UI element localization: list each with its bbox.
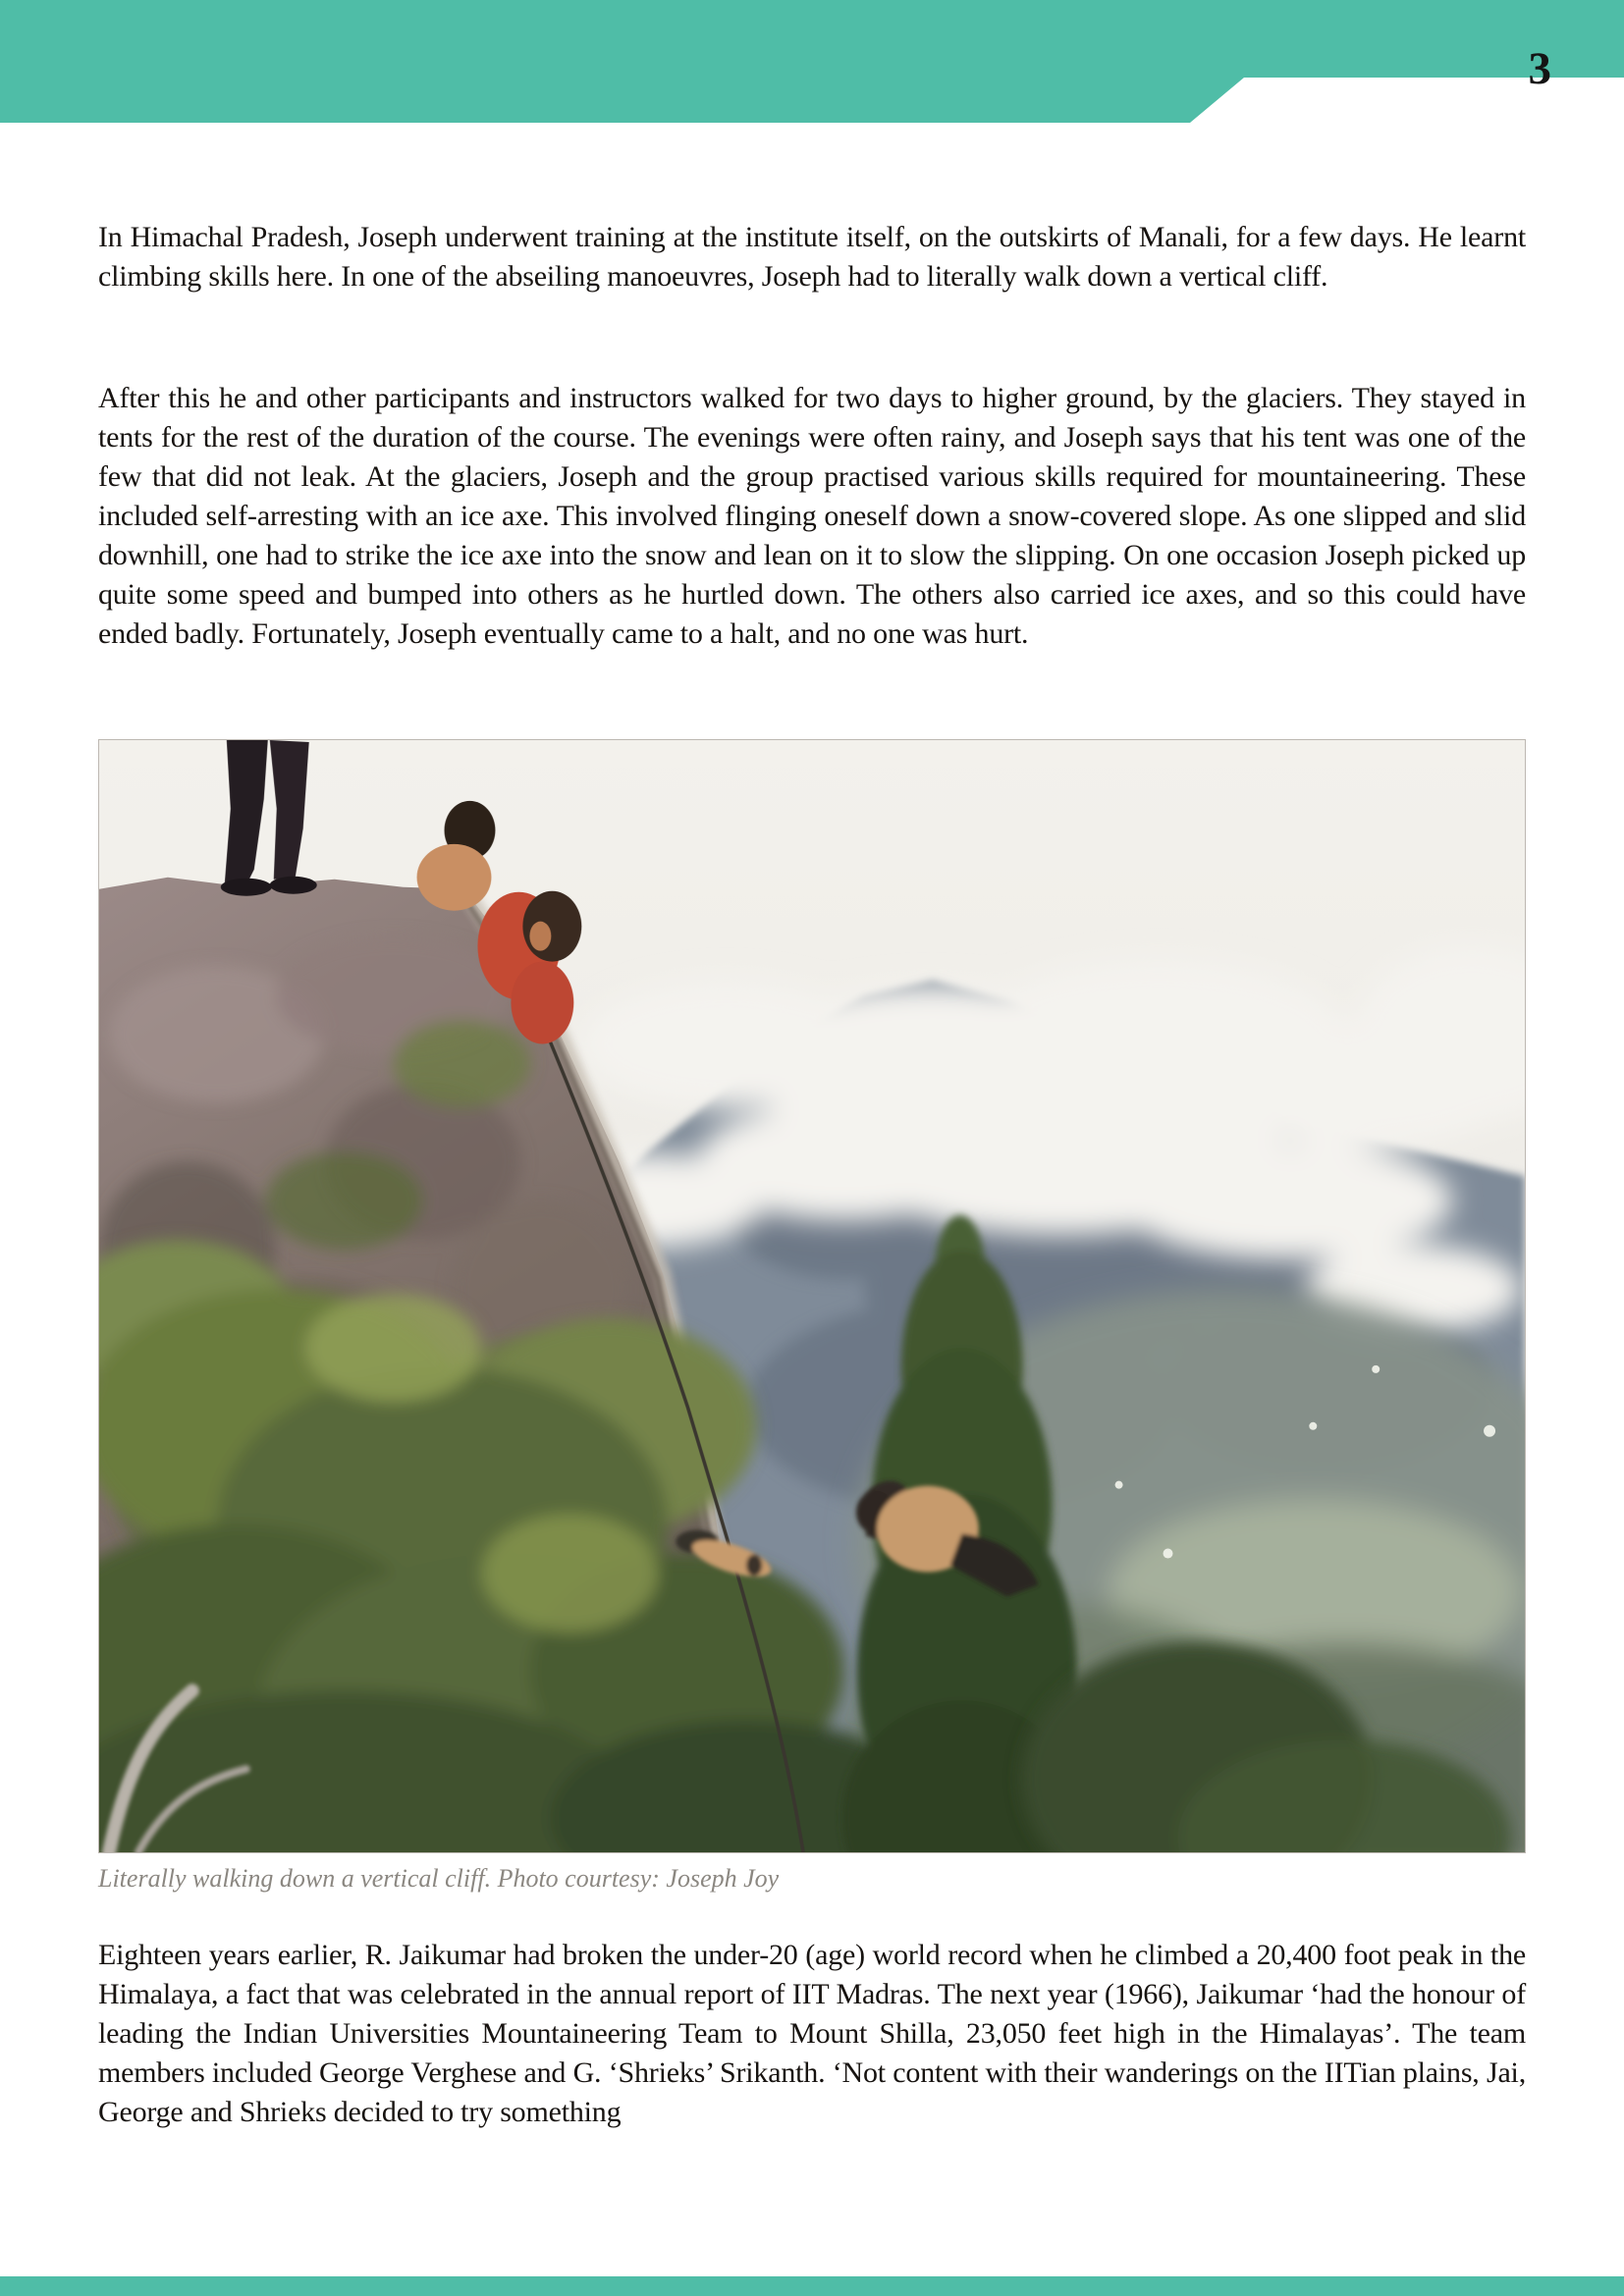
page-number: 3	[1528, 43, 1551, 94]
photo-caption: Literally walking down a vertical cliff. Photo courtesy: Joseph Joy	[98, 1864, 780, 1893]
photo-figure	[98, 739, 1526, 1853]
bottom-banner	[0, 2276, 1624, 2296]
paragraph-1: In Himachal Pradesh, Joseph underwent training at the institute itself, on the outskirts of Manali, for a few days. He learnt climbing skills here. In one of the abseiling manoeuvres, Joseph had to literally walk down a vertical cliff.	[98, 221, 1526, 293]
paragraph-3: Eighteen years earlier, R. Jaikumar had broken the under-20 (age) world record when he climbed a 20,400 foot peak in the Himalaya, a fact that was celebrated in the annual report of IIT Madras. The next year (1966), Jaikumar ‘had the honour of leading the Indian Universities Mountaineering Team to Mount Shilla, 23,050 feet high in the Himalayas’. The team members included George Verghese and G. ‘Shrieks’ Srikanth. ‘Not content with their wanderings on the IITian plains, Jai, George and Shrieks decided to try something	[98, 1939, 1526, 2128]
top-banner	[0, 0, 1624, 123]
abseiling-photo-illustration	[99, 740, 1525, 1852]
paragraph-2: After this he and other participants and instructors walked for two days to higher ground, by the glaciers. They stayed in tents for the rest of the duration of the course. The evenings were often rainy, and Joseph says that his tent was one of the few that did not leak. At the glaciers, Joseph and the group practised various skills required for mountaineering. These included self-arresting with an ice axe. This involved flinging oneself down a snow-covered slope. As one slipped and slid downhill, one had to strike the ice axe into the snow and lean on it to slow the slipping. On one occasion Joseph picked up quite some speed and bumped into others as he hurtled down. The others also carried ice axes, and so this could have ended badly. Fortunately, Joseph eventually came to a halt, and no one was hurt.	[98, 382, 1526, 650]
